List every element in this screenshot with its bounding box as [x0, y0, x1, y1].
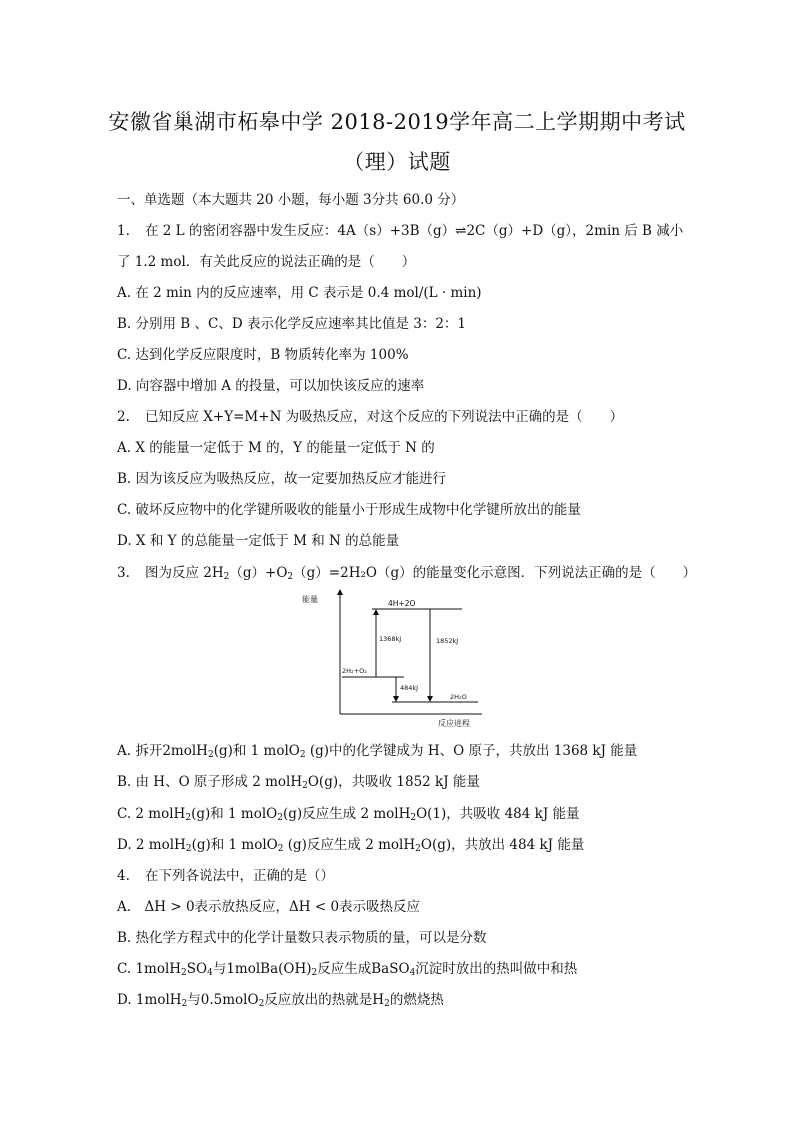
q3-b-text2: O(g)，共吸收 1852 kJ 能量: [307, 774, 480, 790]
q1-number: 1.: [117, 223, 130, 239]
arrow-1852-label: 1852kJ: [436, 637, 459, 645]
q3-d-text2: (g)和 1 molO: [191, 837, 278, 853]
q1-option-c: C. 达到化学反应限度时，B 物质转化率为 100%: [117, 347, 409, 363]
q4-c-text1: C. 1molH: [117, 961, 182, 977]
q4-d-sub2: 2: [258, 999, 265, 1009]
q3-d-text4: O(g)，共放出 484 kJ 能量: [420, 837, 585, 853]
q4-d-text2: 与0.5molO: [187, 992, 259, 1008]
q1-stem-line1: [117, 219, 683, 239]
q3-c-sub2: 2: [277, 813, 283, 823]
q3-a-text3: (g)中的化学键成为 H、O 原子，共放出 1368 kJ 能量: [305, 743, 638, 759]
arrow-484-label: 484kJ: [400, 684, 419, 692]
q3-number: 3.: [117, 565, 130, 581]
q2-option-b: B. 因为该反应为吸热反应，故一定要加热反应才能进行: [117, 471, 447, 487]
q3-c-sub1: 2: [185, 813, 192, 823]
q4-d-text1: D. 1molH: [117, 992, 182, 1008]
q4-c-sub2: 4: [207, 968, 213, 978]
q3-c-sub3: 2: [410, 813, 417, 823]
q1-option-b: B. 分别用 B 、C、D 表示化学反应速率其比值是 3：2：1: [117, 316, 467, 332]
q3-c-text1: C. 2 molH: [117, 806, 186, 822]
doc-title-line2: （理）试题: [343, 150, 451, 174]
q1-stem-line2: 了 1.2 mol．有关此反应的说法正确的是（ ）: [117, 254, 416, 270]
q4-option-d: [117, 988, 444, 1009]
arrow-1368-label: 1368kJ: [379, 635, 402, 643]
q4-number: 4.: [117, 868, 130, 884]
q3-d-text3: (g)反应生成 2 molH: [283, 837, 416, 853]
level-4h2o-label: 4H+2O: [388, 599, 416, 608]
q3-option-b: [117, 770, 480, 791]
q3-stem-sub1: 2: [223, 572, 230, 582]
q3-a-sub2: 2: [299, 750, 306, 760]
q4-d-text3: 反应放出的热就是H: [264, 992, 385, 1008]
q4-stem-text: 在下列各说法中，正确的是（）: [145, 868, 334, 884]
q3-c-text2: (g)和 1 molO: [191, 806, 278, 822]
q4-d-text4: 的燃烧热: [389, 992, 444, 1008]
q3-c-text3: (g)反应生成 2 molH: [282, 806, 411, 822]
x-axis-label: 反应进程: [438, 719, 470, 728]
q1-stem-text-a: 在 2 L 的密闭容器中发生反应：4A（s）+3B（g）⇌2C（g）+D（g），2min 后 B 减小: [145, 223, 684, 239]
q2-option-a: A. X 的能量一定低于 M 的，Y 的能量一定低于 N 的: [117, 440, 435, 456]
q4-option-a: A. ΔH > 0表示放热反应，ΔH < 0表示吸热反应: [117, 899, 421, 915]
q3-c-text4: O(1)，共吸收 484 kJ 能量: [416, 806, 580, 822]
level-2h2o-label: 2H₂O: [450, 693, 467, 701]
doc-title-line1: 安徽省巢湖市柘皋中学 2018-2019学年高二上学期期中考试: [108, 110, 686, 134]
q3-a-text1: A. 拆开2molH: [117, 743, 208, 759]
q4-c-sub3: 2: [311, 968, 318, 978]
q4-option-b: B. 热化学方程式中的化学计量数只表示物质的量，可以是分数: [117, 930, 487, 946]
q1-option-a: A. 在 2 min 内的反应速率，用 C 表示是 0.4 mol/(L · min): [117, 285, 482, 301]
y-axis-label: 能量: [302, 595, 318, 604]
section-heading: 一、单选题（本大题共 20 小题，每小题 3分共 60.0 分）: [117, 192, 465, 208]
q2-option-d: D. X 和 Y 的总能量一定低于 M 和 N 的总能量: [117, 533, 400, 549]
q3-stem-pre: 图为反应 2H: [145, 565, 224, 581]
q3-option-d: [117, 833, 584, 854]
q2-stem: [117, 405, 623, 425]
q3-a-text2: (g)和 1 molO: [213, 743, 300, 759]
q4-c-text4: 反应生成BaSO: [317, 961, 410, 977]
q4-c-text5: 沉淀时放出的热叫做中和热: [415, 961, 578, 977]
q4-c-text2: SO: [186, 961, 208, 977]
q3-d-sub1: 2: [185, 844, 192, 854]
q3-b-text1: B. 由 H、O 原子形成 2 molH: [117, 774, 303, 790]
q3-d-sub3: 2: [415, 844, 421, 854]
q4-d-sub3: 2: [384, 999, 390, 1009]
q3-stem-sub2: 2: [287, 572, 294, 582]
q4-option-c: [117, 957, 577, 978]
q4-c-text3: 与1molBa(OH): [212, 961, 312, 977]
q3-option-a: [117, 739, 637, 760]
q3-b-sub1: 2: [302, 781, 308, 791]
q3-stem-mid: （g）+O: [229, 565, 288, 581]
q4-stem: [117, 864, 334, 884]
q2-option-c: C. 破坏反应物中的化学键所吸收的能量小于形成生成物中化学键所放出的能量: [117, 502, 581, 518]
q3-d-text1: D. 2 molH: [117, 837, 186, 853]
level-2h2-o2-label: 2H₂+O₂: [342, 667, 367, 675]
q3-stem-post: （g）=2H₂O（g）的能量变化示意图．下列说法正确的是（ ）: [293, 565, 697, 581]
q3-a-sub1: 2: [207, 750, 214, 760]
q3-stem: [117, 561, 696, 582]
q4-c-sub4: 4: [409, 968, 416, 978]
q2-stem-text: 已知反应 X+Y=M+N 为吸热反应，对这个反应的下列说法中正确的是（ ）: [145, 409, 624, 425]
energy-diagram: [300, 586, 490, 731]
q2-number: 2.: [117, 409, 130, 425]
q3-d-sub2: 2: [277, 844, 284, 854]
q3-option-c: [117, 802, 580, 823]
q1-option-d: D. 向容器中增加 A 的投量，可以加快该反应的速率: [117, 378, 425, 394]
q4-d-sub1: 2: [181, 999, 188, 1009]
q4-c-sub1: 2: [181, 968, 187, 978]
